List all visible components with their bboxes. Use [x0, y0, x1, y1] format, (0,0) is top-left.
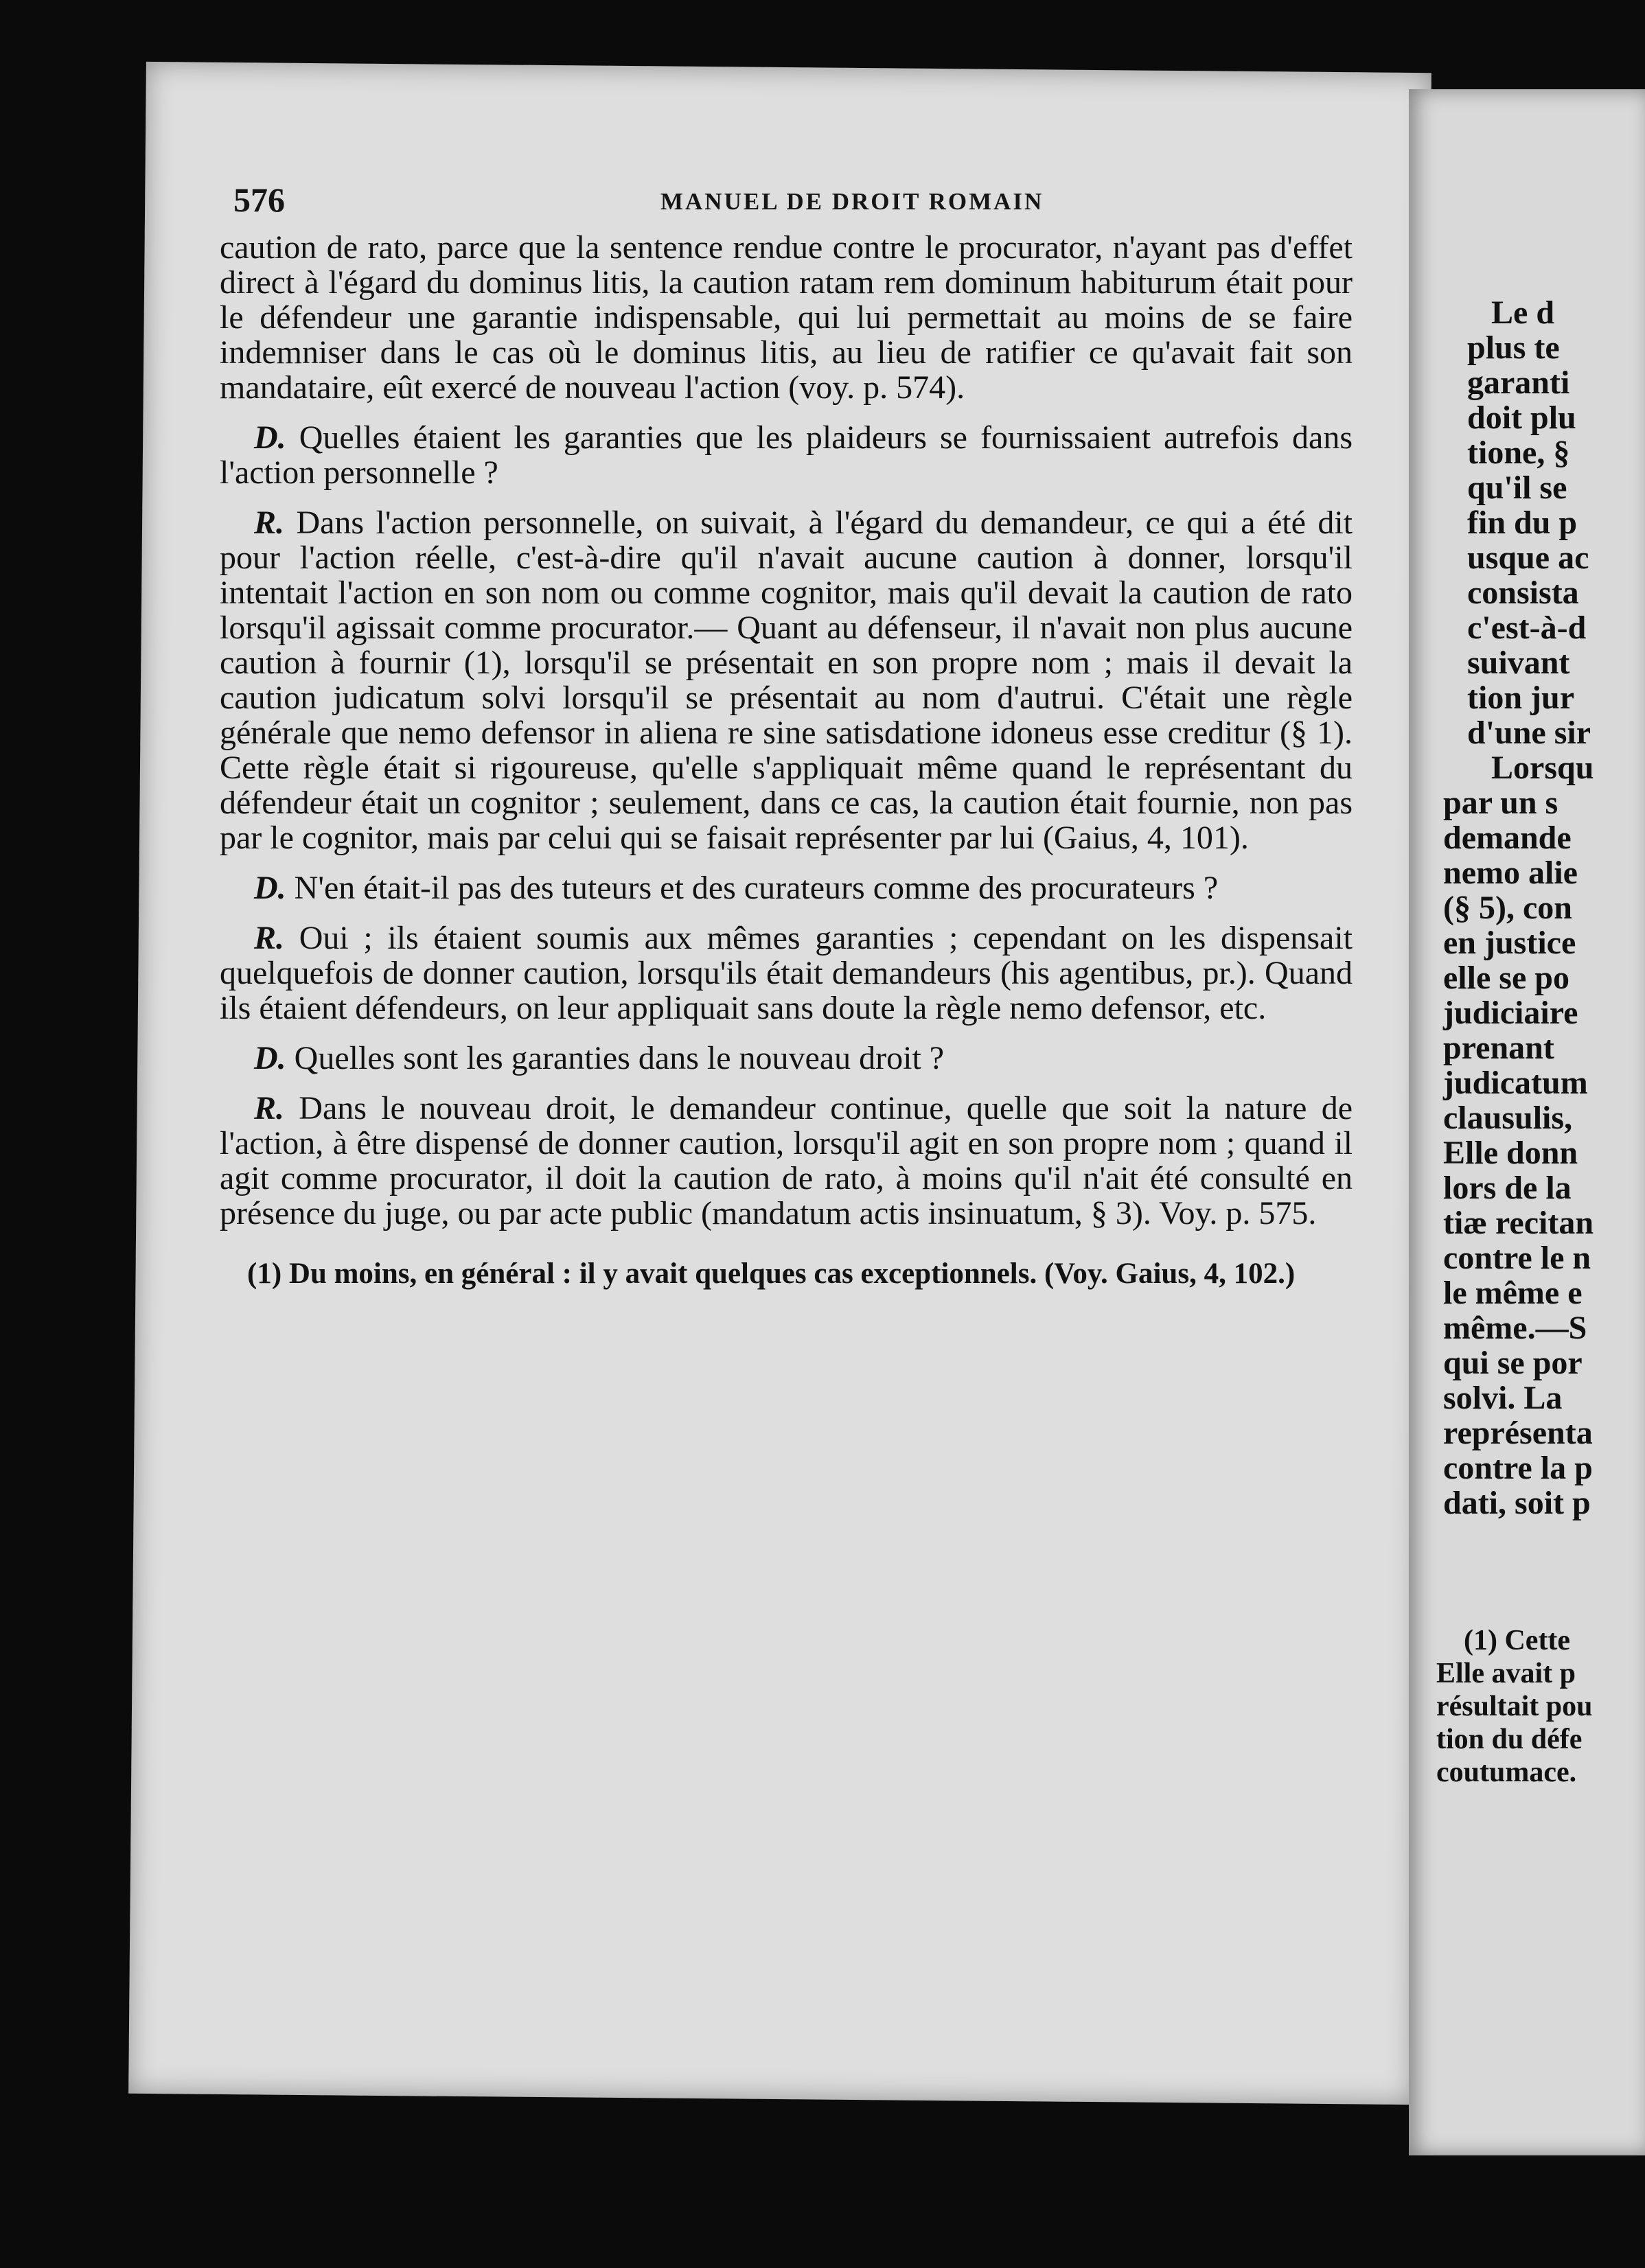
question-paragraph: [220, 870, 1353, 905]
paragraph-text: Dans le nouveau droit, le demandeur continue, quelle que soit la nature de l'action, à être dispensé de donner caution, lorsqu'il agit en son propre nom ; quand il agit comme procurator, il doit la caution de rato, à moins qu'il n'ait été consulté en présence du juge, ou par acte public (mandatum actis insinuatum, § 3). Voy. p. 575.: [220, 1090, 1353, 1231]
right-page-line: clausulis,: [1443, 1100, 1573, 1136]
question-paragraph: [220, 1041, 1353, 1076]
right-book-page: [1409, 89, 1645, 2155]
right-page-line: doit plu: [1467, 400, 1576, 436]
right-page-line: le même e: [1443, 1275, 1583, 1311]
right-page-line: consista: [1467, 575, 1579, 611]
answer-paragraph: [220, 921, 1353, 1026]
right-page-line: usque ac: [1467, 540, 1589, 576]
right-page-line: plus te: [1467, 329, 1560, 366]
right-page-footnote-line: Elle avait p: [1436, 1658, 1576, 1689]
right-page-line: judiciaire: [1443, 995, 1578, 1031]
right-page-line: Lorsqu: [1491, 750, 1594, 786]
right-page-text: [1409, 295, 1645, 1520]
right-page-footnote: [1409, 1624, 1645, 1789]
page-number: 576: [233, 181, 285, 219]
right-page-footnote-line: tion du défe: [1436, 1724, 1583, 1755]
answer-paragraph: [220, 505, 1353, 855]
right-page-footnote-line: (1) Cette: [1464, 1625, 1571, 1656]
footnote: (1) Du moins, en général : il y avait quelques cas exceptionnels. (Voy. Gaius, 4, 102.): [247, 1258, 1296, 1290]
paragraph-label: D.: [254, 1040, 286, 1076]
paragraph: [220, 230, 1353, 405]
right-page-line: c'est-à-d: [1467, 610, 1587, 646]
right-page-line: par un s: [1443, 785, 1558, 821]
right-page-line: contre la p: [1443, 1450, 1593, 1486]
right-page-line: tion jur: [1467, 680, 1574, 716]
answer-paragraph: [220, 1091, 1353, 1231]
right-page-line: même.—S: [1443, 1310, 1587, 1346]
right-page-line: en justice: [1443, 925, 1576, 961]
paragraph-text: caution de rato, parce que la sentence rendue contre le procurator, n'ayant pas d'effet direct à l'égard du dominus litis, la caution ratam rem dominum habiturum était pour le défendeur une garantie indispensable, qui lui permettait au moins de se faire indemniser dans le cas où le dominus litis, au lieu de ratifier ce qu'avait fait son mandataire, eût exercé de nouveau l'action (voy. p. 574).: [220, 229, 1353, 406]
right-page-line: solvi. La: [1443, 1380, 1563, 1416]
page-header: [233, 180, 1359, 235]
right-page-line: tiæ recitan: [1443, 1205, 1594, 1241]
right-page-line: demande: [1443, 820, 1572, 856]
right-page-line: d'une sir: [1467, 715, 1591, 751]
question-paragraph: [220, 420, 1353, 490]
right-page-line: qui se por: [1443, 1345, 1583, 1381]
right-page-line: prenant: [1443, 1030, 1554, 1066]
right-page-line: elle se po: [1443, 960, 1569, 996]
right-page-line: qu'il se: [1467, 470, 1567, 506]
paragraph-label: R.: [254, 505, 285, 541]
right-page-line: Elle donn: [1443, 1135, 1578, 1171]
paragraph-text: Dans l'action personnelle, on suivait, à l'égard du demandeur, ce qui a été dit pour l'action réelle, c'est-à-dire qu'il n'avait aucune caution à donner, lorsqu'il intentait l'action en son nom ou comme cognitor, mais qu'il devait la caution de rato lorsqu'il agissait comme procurator.— Quant au défenseur, il n'avait non plus aucune caution à fournir (1), lorsqu'il se présentait en son propre nom ; mais il devait la caution judicatum solvi lorsqu'il se présentait au nom d'autrui. C'était une règle générale que nemo defensor in aliena re sine satisdatione idoneus esse creditur (§ 1). Cette règle était si rigoureuse, qu'elle s'appliquait même quand le représentant du défendeur était un cognitor ; seulement, dans ce cas, la caution était fournie, non pas par le cognitor, mais par celui qui se faisait représenter par lui (Gaius, 4, 101).: [220, 505, 1353, 856]
right-page-line: contre le n: [1443, 1240, 1591, 1276]
right-page-line: représenta: [1443, 1415, 1593, 1451]
right-page-line: garanti: [1467, 364, 1570, 401]
right-page-line: nemo alie: [1443, 855, 1578, 891]
right-page-line: fin du p: [1467, 505, 1578, 541]
paragraph-text: Quelles sont les garanties dans le nouveau droit ?: [294, 1040, 945, 1076]
paragraph-label: R.: [254, 1090, 285, 1126]
body-text: [220, 230, 1353, 1321]
paragraph-text: Quelles étaient les garanties que les plaideurs se fournissaient autrefois dans l'action personnelle ?: [220, 419, 1353, 491]
right-page-line: (§ 5), con: [1443, 890, 1572, 926]
right-page-line: Le d: [1491, 294, 1555, 331]
right-page-line: judicatum: [1443, 1065, 1588, 1101]
paragraph-label: R.: [254, 920, 285, 956]
right-page-footnote-line: résultait pou: [1436, 1691, 1593, 1722]
running-title: MANUEL DE DROIT ROMAIN: [660, 188, 1044, 215]
right-page-line: lors de la: [1443, 1170, 1572, 1206]
right-page-line: tione, §: [1467, 435, 1570, 471]
right-page-footnote-line: coutumace.: [1436, 1757, 1577, 1788]
paragraph-label: D.: [254, 870, 286, 906]
paragraph-text: Oui ; ils étaient soumis aux mêmes garanties ; cependant on les dispensait quelquefois de donner caution, lorsqu'ils était demandeurs (his agentibus, pr.). Quand ils étaient défendeurs, on leur appliquait sans doute la règle nemo defensor, etc.: [220, 920, 1353, 1026]
paragraph-label: D.: [254, 419, 286, 456]
right-page-line: dati, soit p: [1443, 1485, 1591, 1521]
right-page-line: suivant: [1467, 645, 1570, 681]
paragraph-text: N'en était-il pas des tuteurs et des curateurs comme des procurateurs ?: [294, 870, 1219, 906]
